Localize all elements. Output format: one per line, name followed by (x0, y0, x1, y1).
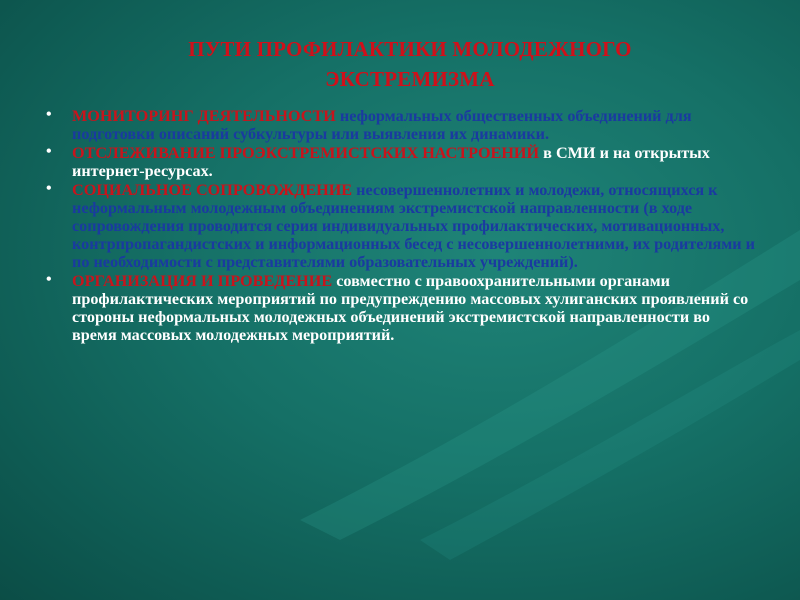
slide-title-line-2: ЭКСТРЕМИЗМА (325, 67, 495, 91)
bullet-icon: • (46, 271, 52, 288)
bullet-list (46, 107, 756, 345)
item-text: совместно с правоохранительными органами профилактических мероприятий по предупреждению массовых хулиганских проявлений со стороны неформальных молодежных объединений экстремистской направленности во время массовых молодежных мероприятий. (72, 272, 749, 344)
item-highlight: ОТСЛЕЖИВАНИЕ ПРОЭКСТРЕМИСТСКИХ НАСТРОЕНИЙ (72, 144, 540, 162)
slide-title (40, 34, 780, 94)
item-text: несовершеннолетних и молодежи, относящихся к неформальным молодежным объединениям экстремистской направленности (в ходе сопровождения проводится серия индивидуальных профилактических, мотивационных, контрпропагандистских и информационных бесед с несовершеннолетними, их родителями и по необходимости с представителями образовательных учреждений). (72, 181, 756, 271)
bullet-icon: • (46, 143, 52, 160)
list-item-organization (46, 272, 756, 344)
bullet-icon: • (46, 180, 52, 197)
list-item-monitoring (46, 107, 756, 143)
slide-title-line-1: ПУТИ ПРОФИЛАКТИКИ МОЛОДЕЖНОГО (188, 37, 632, 61)
list-item-social-support (46, 181, 756, 271)
item-highlight: МОНИТОРИНГ ДЕЯТЕЛЬНОСТИ (72, 107, 336, 125)
item-highlight: ОРГАНИЗАЦИЯ И ПРОВЕДЕНИЕ (72, 272, 333, 290)
item-text: в СМИ и на открытых интернет-ресурсах. (72, 144, 710, 180)
bullet-icon: • (46, 106, 52, 123)
item-text: неформальных общественных объединений для подготовки описаний субкультуры или выявления их динамики. (72, 107, 692, 143)
item-highlight: СОЦИАЛЬНОЕ СОПРОВОЖДЕНИЕ (72, 181, 353, 199)
list-item-tracking (46, 144, 756, 180)
